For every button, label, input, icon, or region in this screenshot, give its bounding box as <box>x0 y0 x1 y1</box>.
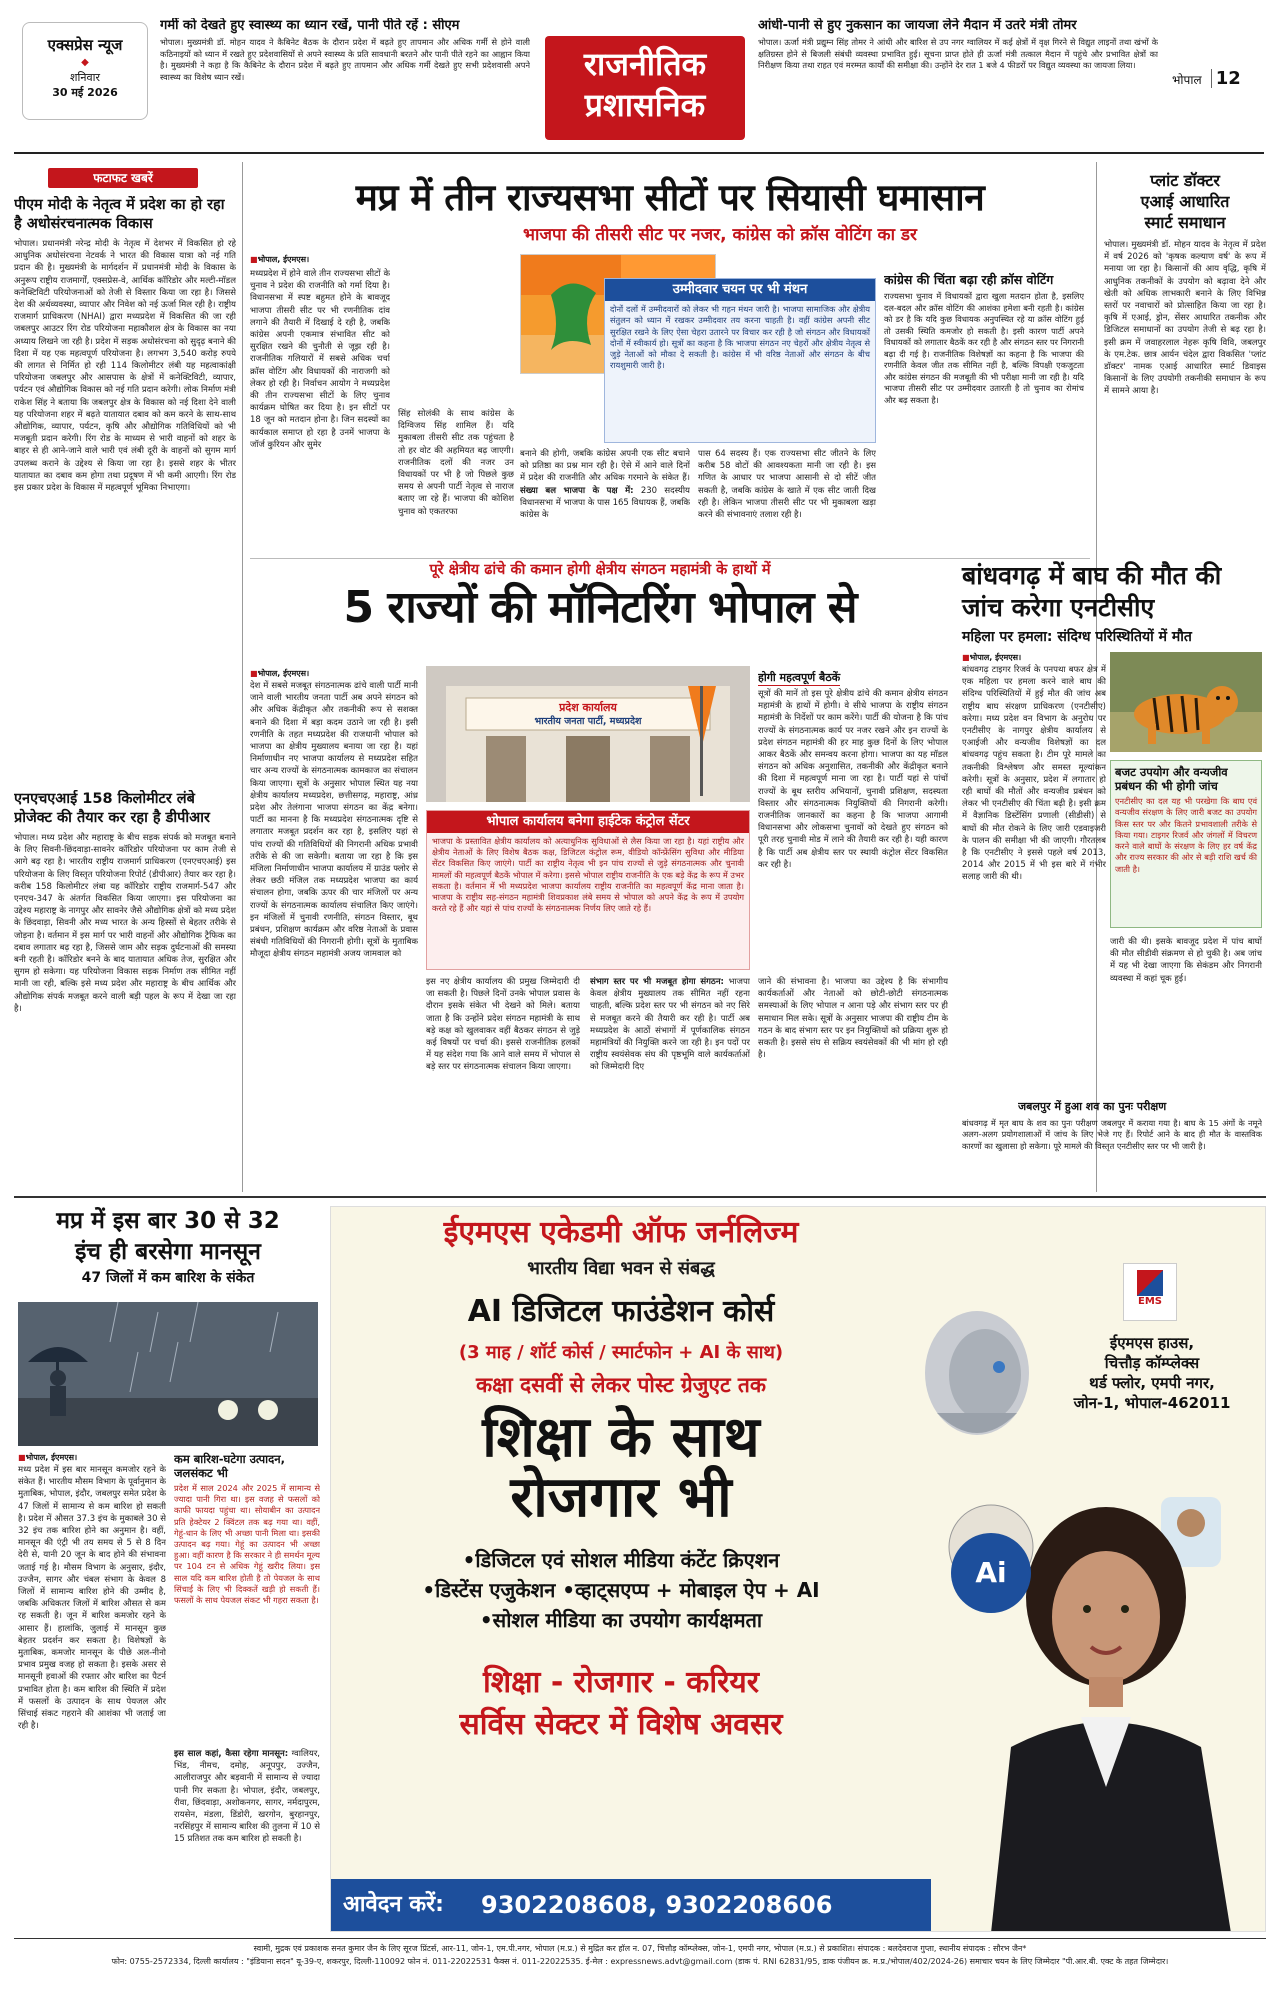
lead-col3-text-b: 230 सदस्यीय विधानसभा में भाजपा के पास 165 विधायक हैं, जबकि कांग्रेस के <box>520 485 690 521</box>
diamond-icon: ◆ <box>81 57 89 68</box>
tiger-sub2-body: बांधवगढ़ में मृत बाघ के शव का पुनः परीक्षण जबलपुर में कराया गया है। बाघ के 15 अंगों के नमूने अलग-अलग प्रयोगशालाओं में जांच के लिए भेजे गए हैं। रिपोर्ट आने के बाद ही मौत के वास्तविक कारणों का खुलासा हो सकेगा। पूरे मामले की विस्तृत एनटीसीए स्तर पर भी जारी है। <box>962 1118 1262 1151</box>
ad-bullets <box>331 1545 911 1635</box>
ad-title: ईएमएस एकेडमी ऑफ जर्नलिज्म <box>443 1215 799 1250</box>
left-story2-body: भोपाल। मध्य प्रदेश और महाराष्ट्र के बीच सड़क संपर्क को मजबूत बनाने के लिए सिवनी-छिंदवाड़ा-सावनेर कॉरिडोर परियोजना पर काम तेजी से आगे बढ़ रहा है। भारतीय राष्ट्रीय राजमार्ग प्राधिकरण (एनएचएआई) इस परियोजना के लिए विस्तृत परियोजना रिपोर्ट (डीपीआर) तैयार कर रहा है। करीब 158 किलोमीटर लंबा यह कॉरिडोर राष्ट्रीय राजमार्ग-547 और एनएच-347 के अंतर्गत विकसित किया जाएगा। इस परियोजना का उद्देश्य महाराष्ट्र के नागपुर और सावनेर जैसे औद्योगिक क्षेत्रों को मध्य प्रदेश के छिंदवाड़ा, सिवनी और मध्य भारत के अन्य हिस्सों से बेहतर तरीके से जोड़ना है। वर्तमान में इस मार्ग पर भारी वाहनों और औद्योगिक ट्रैफिक का दबाव लगातार बढ़ रहा है, जिससे जाम और सड़क दुर्घटनाओं की समस्या बनी रहती है। कॉरिडोर बनने के बाद यातायात अधिक तेज, सुरक्षित और सुगम हो सकेगा। यह परियोजना विकास सड़क निर्माण तक सीमित नहीं मानी जा रही, बल्कि इसे मध्य प्रदेश और महाराष्ट्र के बीच आर्थिक और औद्योगिक संपर्क मजबूत करने वाली बड़ी पहल के रूप में देखा जा रहा है। <box>14 833 236 1014</box>
tiger-photo <box>1110 652 1262 752</box>
lead-story <box>250 162 1090 557</box>
ad-robot-art <box>907 1303 1037 1453</box>
left-story1-headline: पीएम मोदी के नेतृत्व में प्रदेश का हो रहा है अधोसंरचनात्मक विकास <box>14 197 225 232</box>
lead-col3-text: बनाने की होगी, जबकि कांग्रेस अपनी एक सीट बचाने को प्रतिष्ठा का प्रश्न मान रही है। ऐसे में आने वाले दिनों में प्रदेश की राजनीति और अधिक गरमाने के संकेत हैं। <box>520 449 690 484</box>
tiger-illustration <box>1110 652 1262 752</box>
bjp-story <box>250 560 950 1192</box>
monsoon-sidebar <box>174 1452 320 1742</box>
ems-academy-ad <box>330 1206 1266 1932</box>
imprint-line2: फोन: 0755-2572334, दिल्ली कार्यालय : "इंडियाना सदन" यू-39-ए, शकरपुर, दिल्ली-110092 फोन नं. 011-22022531 फैक्स नं. 011-22022535. ई-मेल : expressnews.advt@gmail.com (डाक पं. RNI 62831/95, डाक पंजीयन क्र. म.प्र./भोपाल/402/2024-26) समाचार चयन के लिए जिम्मेदार "पी.आर.बी. एक्ट के तहत जिम्मेदार। <box>111 1957 1169 1966</box>
budget-box-body: एनटीसीए का दल यह भी परखेगा कि बाघ एवं वन्यजीव संरक्षण के लिए जारी बजट का उपयोग किस स्तर पर और कितने प्रभावशाली तरीके से किया गया। टाइगर रिजर्व और जंगलों में विचरण करने वाले बाघों के संरक्षण के लिए हर वर्ष केंद्र और राज्य सरकार की ओर से बड़ी राशि खर्च की जाती है। <box>1115 796 1257 874</box>
lead-col3 <box>520 448 690 556</box>
bjp-dateline: ■ भोपाल, ईएमएस। <box>250 668 420 679</box>
folio-page-number: 12 <box>1215 68 1241 89</box>
monsoon-photo <box>18 1302 318 1446</box>
lead-col1: मध्यप्रदेश में होने वाले तीन राज्यसभा सीटों के चुनाव ने प्रदेश की राजनीति को गर्मा दिया है। विधानसभा में स्पष्ट बहुमत होने के बावजूद भाजपा तीसरी सीट पर भी रणनीतिक दांव लगाने की तैयारी में दिखाई दे रही है, जबकि कांग्रेस अपनी एकमात्र संभावित सीट को सुरक्षित रखने की चुनौती से जूझ रही है। राजनीतिक गलियारों में सबसे अधिक चर्चा क्रॉस वोटिंग और विधायकों की नाराजगी को लेकर हो रही है। निर्वाचन आयोग ने मध्यप्रदेश की तीन राज्यसभा सीटों के लिए चुनाव कार्यक्रम घोषित कर दिया है। इन सीटों पर 18 जून को मतदान होना है। जिन सदस्यों का कार्यकाल समाप्त हो रहा है उनमें भाजपा के जॉर्ज कुरियन और सुमेर <box>250 269 390 450</box>
paper-logo-box <box>22 22 148 120</box>
ad-address <box>1047 1333 1257 1413</box>
tiger-body-continued: जारी की थी। इसके बावजूद प्रदेश में पांच बाघों की मौत सीडीवी संक्रमण से हो चुकी है। अब जांच में यह भी देखा जाएगा कि सेकंडम और निगरानी व्यवस्था में कहां चूक हुई। <box>1110 937 1262 984</box>
budget-box-headline: बजट उपयोग और वन्यजीव प्रबंधन की भी होगी जांच <box>1115 765 1228 793</box>
section-title-line1: राजनीतिक <box>583 45 707 83</box>
budget-box <box>1110 760 1262 928</box>
bjp-col4b: जाने की संभावना है। भाजपा का उद्देश्य है कि संभागीय कार्यकर्ताओं और नेताओं को छोटी-छोटी संगठनात्मक समस्याओं के लिए भोपाल न आना पड़े और संभाग स्तर पर ही समाधान मिल सके। सूत्रों के अनुसार भाजपा की राष्ट्रीय टीम के गठन के बाद संभाग स्तर पर इन नियुक्तियों को प्रक्रिया शुरू हो सकती है। इससे संघ से सक्रिय स्वयंसेवकों की भी मांग हो रही है। <box>758 977 948 1061</box>
monsoon-body: मध्य प्रदेश में इस बार मानसून कमजोर रहने के संकेत हैं। भारतीय मौसम विभाग के पूर्वानुमान के मुताबिक, भोपाल, इंदौर, जबलपुर समेत प्रदेश के 47 जिलों में सामान्य से कम बारिश हो सकती है। प्रदेश में औसत 37.3 इंच के मुकाबले 30 से 32 इंच तक बारिश होने का अनुमान है। वहीं, मानसून की एंट्री भी तय समय से 5 से 8 दिन देरी से, यानी 20 जून के बाद होने की संभावना जताई गई है। मौसम विभाग के अनुसार, इंदौर, उज्जैन, सागर और चंबल संभाग के केवल 8 जिलों में सामान्य बारिश होने की उम्मीद है, जबकि अधिकतर जिलों में बारिश औसत से कम रह सकती है। जून में बारिश कमजोर रहने के आसार हैं। हालांकि, जुलाई में मानसून कुछ बेहतर प्रदर्शन कर सकता है। विशेषज्ञों के मुताबिक, कमजोर मानसून के पीछे अल-नीनो प्रभाव प्रमुख वजह हो सकता है। इसके असर से मानसूनी हवाओं की रफ्तार और बारिश का पैटर्न प्रभावित होता है। कम बारिश की स्थिति में प्रदेश में फसलों के उत्पादन के साथ पेयजल और सिंचाई संकट गहराने की आशंका भी जताई जा रही है। <box>18 1465 166 1732</box>
page-folio <box>1172 68 1262 92</box>
top-story-left-body: भोपाल। मुख्यमंत्री डॉ. मोहन यादव ने कैबिनेट बैठक के दौरान प्रदेश में बढ़ते हुए तापमान और अधिक गर्मी से होने वाली कठिनाइयों को ध्यान में रखते हुए प्रदेशवासियों से अपने स्वास्थ्य के प्रति सावधानी बरतने और पानी पीते रहने का आह्वान किया है। मुख्यमंत्री ने कहा है कि कैबिनेट के दौरान प्रदेश में बढ़ते हुए तापमान और अधिक गर्मी देखते हुए सभी प्रदेशवासी अपने स्वास्थ्य का विशेष ध्यान रखें। <box>160 37 530 82</box>
folio-city: भोपाल <box>1172 73 1202 87</box>
lead-col2: सिंह सोलंकी के साथ कांग्रेस के दिग्विजय सिंह शामिल हैं। यदि मुकाबला तीसरी सीट तक पहुंचता है तो हर वोट की अहमियत बढ़ जाएगी। राजनीतिक दलों की नजर उन विधायकों पर भी है जो पिछले कुछ समय से अपनी पार्टी नेतृत्व से नाराज बताए जा रहे हैं। भाजपा की कोशिश चुनाव को एकतरफा <box>398 409 514 517</box>
ad-tagline-l1: शिक्षा - रोजगार - करियर <box>482 1665 760 1700</box>
candidate-body: दोनों दलों में उम्मीदवारों को लेकर भी गहन मंथन जारी है। भाजपा सामाजिक और क्षेत्रीय संतुलन को ध्यान में रखकर उम्मीदवार तय करना चाहती है। वहीं कांग्रेस अपनी सीट सुरक्षित रखने के लिए ऐसा चेहरा उतारने पर विचार कर रही है जो संगठन और विधायकों दोनों में स्वीकार्य हो। सूत्रों का कहना है कि भाजपा संगठन नए चेहरों और क्षेत्रीय नेतृत्व से जुड़े नेताओं को मौका दे सकती है। कांग्रेस में भी वरिष्ठ नेताओं और संगठन के बीच रायशुमारी जारी है। <box>610 304 870 371</box>
ad-logo-box <box>1123 1263 1177 1321</box>
ad-address-l3: थर्ड फ्लोर, एमपी नगर, <box>1089 1374 1215 1392</box>
monsoon-forecast-body: ग्वालियर, भिंड, नीमच, दमोह, अनूपपुर, उज्जैन, आलीराजपुर और बड़वानी में सामान्य से ज्यादा पानी गिर सकता है। भोपाल, इंदौर, जबलपुर, रीवा, छिंदवाड़ा, अशोकनगर, सागर, नर्मदापुरम, रायसेन, मंडला, डिंडोरी, खरगोन, बुरहानपुर, नरसिंहपुर में सामान्य बारिश की तुलना में 10 से 15 प्रतिशत तक कम बारिश हो सकती है। <box>174 1749 320 1845</box>
ad-phone-numbers: 9302208608, 9302208606 <box>481 1891 833 1919</box>
left-story2 <box>14 790 236 1190</box>
left-story1 <box>14 196 236 776</box>
section-banner <box>545 36 745 140</box>
monsoon-forecast-subhead: इस साल कहां, कैसा रहेगा मानसून: <box>174 1749 289 1759</box>
lead-headline: मप्र में तीन राज्यसभा सीटों पर सियासी घमासान <box>355 176 985 219</box>
ad-bullet-1: •डिजिटल एवं सोशल मीडिया कंटेंट क्रिएशन <box>462 1548 780 1572</box>
plant-doctor-headline-l3: स्मार्ट समाधान <box>1144 213 1226 232</box>
mid-page-divider <box>14 1196 1266 1198</box>
lead-subhead: भाजपा की तीसरी सीट पर नजर, कांग्रेस को क्रॉस वोटिंग का डर <box>523 225 917 245</box>
ad-apply-bar <box>331 1879 931 1931</box>
lead-sidebar-headline: कांग्रेस की चिंता बढ़ा रही क्रॉस वोटिंग <box>884 272 1054 287</box>
imprint-line1: स्वामी, मुद्रक एवं प्रकाशक सनत कुमार जैन के लिए सूरज प्रिंटर्स, आर-11, जोन-1, एम.पी.नगर, भोपाल (म.प्र.) से मुद्रित कर हॉल न. 07, चित्तौड़ कॉम्प्लेक्स, जोन-1, एमपी नगर, भोपाल (म.प्र.) से प्रकाशित। संपादक : बलदेवराज गुप्ता, स्थानीय संपादक : सौरभ जैन* <box>253 1944 1027 1953</box>
bjp-col1: देश में सबसे मजबूत संगठनात्मक ढांचे वाली पार्टी मानी जाने वाली भारतीय जनता पार्टी अब अपने संगठन को और अधिक केंद्रीकृत और तकनीकी रूप से सशक्त बनाने की दिशा में बड़ा कदम उठाने जा रही है। इसी रणनीति के तहत मध्यप्रदेश की राजधानी भोपाल को भाजपा का क्षेत्रीय मुख्यालय बनाया जा रहा है। यहां निर्माणाधीन नए भाजपा कार्यालय से मध्यप्रदेश सहित चार अन्य राज्यों के संगठनात्मक कामकाज का संचालन किया जाएगा। सूत्रों के अनुसार भोपाल स्थित यह नया क्षेत्रीय कार्यालय मध्यप्रदेश, छत्तीसगढ़, महाराष्ट्र, आंध्र प्रदेश और तेलंगाना भाजपा संगठन का केंद्र बनेगा। पार्टी का मानना है कि मध्यप्रदेश संगठनात्मक दृष्टि से लगातार मजबूत प्रदर्शन कर रहा है, इसलिए यहां से पांच राज्यों की गतिविधियों की निगरानी अधिक प्रभावी तरीके से की जा सकेगी। बताया जा रहा है कि इस मंजिला निर्माणाधीन भाजपा कार्यालय में ग्राउंड फ्लोर से लेकर छठी मंजिल तक मध्यप्रदेश भाजपा का कार्य संचालन होगा, जबकि ऊपर की चार मंजिलों पर अन्य राज्यों के संगठनात्मक कार्यालय संचालित किए जाएंगे। इन मंजिलों में चुनावी रणनीति, संगठन विस्तार, बूथ प्रबंधन, प्रशिक्षण कार्यक्रम और वरिष्ठ नेताओं के प्रवास संबंधी गतिविधियों की निगरानी होगी। सूत्रों के मुताबिक मौजूदा क्षेत्रीय संगठन महामंत्री अजय जामवाल को <box>250 681 418 960</box>
control-center-band: भोपाल कार्यालय बनेगा हाईटेक कंट्रोल सेंटर <box>427 811 749 833</box>
masthead <box>0 0 1279 160</box>
monsoon-forecast <box>174 1748 320 1932</box>
bjp-office-illustration <box>426 666 750 802</box>
rain-street-illustration <box>18 1302 318 1446</box>
top-story-left-headline: गर्मी को देखते हुए स्वास्थ्य का ध्यान रखें, पानी पीते रहें : सीएम <box>160 18 460 33</box>
plant-doctor-headline-l2: एआई आधारित <box>1140 192 1230 211</box>
bjp-col3 <box>590 976 750 1190</box>
ad-address-l1: ईएमएस हाउस, <box>1109 1334 1195 1352</box>
ad-eligibility: कक्षा दसवीं से लेकर पोस्ट ग्रेजुएट तक <box>476 1373 766 1397</box>
control-center-box <box>426 810 750 970</box>
office-banner-line2: भारतीय जनता पार्टी, मध्यप्रदेश <box>534 716 642 727</box>
top-story-left <box>160 18 530 128</box>
monsoon-sidebar-body: प्रदेश में साल 2024 और 2025 में सामान्य से ज्यादा पानी गिरा था। इस वजह से फसलों को काफी फायदा पहुंचा था। सोयाबीन का उत्पादन प्रति हेक्टेयर 2 क्विंटल तक बढ़ गया था। वहीं, गेहूं-धान के लिए भी अच्छा पानी मिला था। इसकी उत्पादन बढ़ गया। गेहूं का उत्पादन भी अच्छा हुआ। वहीं कारण है कि सरकार ने ही समर्थन मूल्य पर 104 टन से अधिक गेहूं खरीद लिया। इस साल यदि कम बारिश होती है तो पेयजल के साथ सिंचाई के लिए भी दिक्कतें खड़ी हो सकती हैं। फसलों के साथ पेयजल संकट भी गहरा सकता है। <box>174 1483 320 1606</box>
ad-slogan-l2: रोजगार भी <box>510 1465 732 1530</box>
ad-ai-badge: Ai <box>951 1533 1031 1613</box>
monsoon-dateline: ■ भोपाल, ईएमएस। <box>18 1452 168 1463</box>
ad-course-sub: (3 माह / शॉर्ट कोर्स / स्मार्टफोन + AI के साथ) <box>458 1342 784 1363</box>
ems-logo-text: EMS <box>1138 1296 1162 1307</box>
imprint <box>14 1942 1266 2002</box>
top-story-right <box>758 18 1158 128</box>
ad-apply-label: आवेदन करें: <box>343 1892 444 1917</box>
bjp-col3-text: भाजपा केवल क्षेत्रीय मुख्यालय तक सीमित नहीं रहना चाहती, बल्कि प्रदेश स्तर पर भी संगठन को नए सिरे से मजबूत करने की तैयारी कर रही है। पार्टी अब मध्यप्रदेश के आठों संभागों में पूर्णकालिक संगठन महामंत्रियों की नियुक्ति करने जा रही है। इन पदों पर राष्ट्रीय स्वयंसेवक संघ की पृष्ठभूमि वाले कार्यकर्ताओं को जिम्मेदारी दिए <box>590 977 750 1073</box>
left-column <box>14 162 236 1192</box>
lead-dateline <box>250 254 510 267</box>
ad-course: AI डिजिटल फाउंडेशन कोर्स <box>467 1294 775 1329</box>
top-story-right-body: भोपाल। ऊर्जा मंत्री प्रद्युम्न सिंह तोमर ने आंधी और बारिश से उप नगर ग्वालियर में कई क्षेत्रों में वृक्ष गिरने से विद्युत लाइनों तथा खंभों के क्षतिग्रस्त होने से बिजली संबंधी व्यवस्था प्रभावित हुई। सूचना प्राप्त होते ही ऊर्जा मंत्री तत्काल मैदान में पहुंचे और प्रभावित क्षेत्रों का निरीक्षण किया तथा राहत एवं मरम्मत कार्यों की समीक्षा की। उन्होंने देर रात 1 बजे 4 फीडरों पर विद्युत व्यवस्था का जायजा लिया। <box>758 37 1158 70</box>
monsoon-headline-l2: इंच ही बरसेगा मानसून <box>75 1239 261 1265</box>
ad-address-l4: जोन-1, भोपाल-462011 <box>1073 1394 1231 1412</box>
candidate-box <box>604 278 876 443</box>
left-column-divider <box>242 162 243 1192</box>
bjp-col4-body: सूत्रों की मानें तो इस पूरे क्षेत्रीय ढांचे की कमान क्षेत्रीय संगठन महामंत्री के हाथों में होगी। वे सीधे भाजपा के राष्ट्रीय संगठन महामंत्री के निर्देशों पर काम करेंगे। पार्टी की योजना है कि पांच राज्यों के संगठनात्मक कार्य पर नजर रखने और इन राज्यों के प्रदेश संगठन महामंत्री की हर माह कुछ दिनों के लिए भोपाल आकर बैठकें और समन्वय करना होगा। भाजपा का यह मॉडल संगठन को अधिक अनुशासित, तकनीकी और केंद्रीकृत बनाने की दिशा में महत्वपूर्ण माना जा रहा है। पार्टी यहां से पांचों राज्यों के बूथ स्तरीय अभियानों, चुनावी प्रशिक्षण, सदस्यता विस्तार और संगठनात्मक नियुक्तियों की निगरानी करेगी। राजनीतिक जानकारों का कहना है कि भाजपा आगामी विधानसभा और लोकसभा चुनावों को देखते हुए संगठन को पूरी तरह चुनावी मोड में लाने की तैयारी कर रही है। यही कारण है कि पार्टी अब क्षेत्रीय स्तर पर स्थायी कंट्रोल सेंटर विकसित कर रही है। <box>758 689 948 870</box>
monsoon-story <box>14 1202 322 1934</box>
ad-bullet-3: •सोशल मीडिया का उपयोग कार्यक्षमता <box>479 1608 763 1632</box>
top-story-right-headline: आंधी-पानी से हुए नुकसान का जायजा लेने मैदान में उतरे मंत्री तोमर <box>758 18 1077 33</box>
tiger-body: बांधवगढ़ टाइगर रिजर्व के पनपथा बफर क्षेत्र में एक महिला पर हमला करने वाले बाघ की संदिग्ध परिस्थितियों में हुई मौत की जांच अब राष्ट्रीय बाघ संरक्षण प्राधिकरण (एनटीसीए) करेगा। मध्य प्रदेश वन विभाग के अनुरोध पर एनटीसीए के नागपुर क्षेत्रीय कार्यालय से एआईजी और वन्यजीव विशेषज्ञों का दल बांधवगढ़ पहुंच सकता है। टीम पूरे मामले का तकनीकी विश्लेषण और समस्त मूल्यांकन करेगी। सूत्रों के अनुसार, प्रदेश में लगातार हो रही बाघों की मौतों और वन्यजीव प्रबंधन को लेकर भी एनटीसीए की चिंता बढ़ी है। इसी क्रम में वैज्ञानिक डिस्टेंसिंग प्रणाली (सीडीसी) से बाघों की मौत रोकने के लिए जारी एडवाइजरी के पालन की समीक्षा भी की जाएगी। गौरतलब है कि एनटीसीए ने इससे पहले वर्ष 2013, 2014 और 2015 में भी इस बारे में गंभीर सलाह जारी की थी। <box>962 665 1106 883</box>
bjp-col4 <box>758 666 948 974</box>
plant-doctor-story <box>1104 170 1266 530</box>
bjp-kicker: पूरे क्षेत्रीय ढांचे की कमान होगी क्षेत्रीय संगठन महामंत्री के हाथों में <box>429 562 771 578</box>
tiger-dateline: ■ भोपाल, ईएमएस। <box>962 652 1112 663</box>
tiger-subhead: महिला पर हमला: संदिग्ध परिस्थितियों में मौत <box>962 629 1192 645</box>
tiger-story <box>958 560 1266 1192</box>
monsoon-headline-l1: मप्र में इस बार 30 से 32 <box>56 1208 280 1234</box>
candidate-band: उम्मीदवार चयन पर भी मंथन <box>605 279 875 301</box>
lead-sidebar-body: राज्यसभा चुनाव में विधायकों द्वारा खुला मतदान होता है, इसलिए दल-बदल और क्रॉस वोटिंग की आशंका हमेशा बनी रहती है। कांग्रेस को डर है कि यदि कुछ विधायक अनुपस्थित रहे या क्रॉस वोटिंग हुई तो उसकी स्थिति कमजोर हो सकती है। इसी कारण पार्टी अपने विधायकों को लगातार बैठकें कर रही है और संगठन स्तर पर निगरानी बढ़ा दी गई है। राजनीतिक विशेषज्ञों का कहना है कि भाजपा की रणनीति केवल जीत तक सीमित नहीं है, बल्कि विपक्षी एकजुटता और कांग्रेस संगठन की मजबूती की भी परीक्षा मानी जा रही है। यदि भाजपा तीसरी सीट पर उम्मीदवार उतारती है तो चुनाव का रोमांच और बढ़ सकता है। <box>884 291 1084 405</box>
left-story2-headline: एनएचएआई 158 किलोमीटर लंबे प्रोजेक्ट की तैयार कर रहा है डीपीआर <box>14 791 210 826</box>
ad-affiliation: भारतीय विद्या भवन से संबद्ध <box>527 1258 715 1279</box>
ad-slogan-l1: शिक्षा के साथ <box>482 1405 760 1470</box>
tiger-headline-text: बांधवगढ़ में बाघ की मौत की जांच करेगा एनटीसीए <box>962 561 1222 622</box>
imprint-divider <box>14 1938 1266 1939</box>
tiger-headline <box>962 560 1262 624</box>
office-banner-line1: प्रदेश कार्यालय <box>559 701 617 714</box>
lead-bottom-divider <box>250 558 1090 559</box>
ems-logo-icon <box>1137 1270 1163 1296</box>
bjp-headline: 5 राज्यों की मॉनिटरिंग भोपाल से <box>343 582 857 633</box>
bjp-col3-subhead: संभाग स्तर पर भी मजबूत होगा संगठन: <box>590 977 724 987</box>
bjp-col4-headline: होगी महत्वपूर्ण बैठकें <box>758 671 841 684</box>
lead-dateline-text: ■ भोपाल, ईएमएस। <box>250 254 510 265</box>
section-title-line2: प्रशासनिक <box>584 86 706 124</box>
plant-doctor-headline-l1: प्लांट डॉक्टर <box>1150 171 1220 190</box>
lead-sidebar <box>884 272 1084 556</box>
left-story1-body: भोपाल। प्रधानमंत्री नरेन्द्र मोदी के नेतृत्व में देशभर में विकसित हो रहे आधुनिक अधोसंरचना नेटवर्क ने भारत की विकास यात्रा को नई गति प्रदान की है। मुख्यमंत्री के मार्गदर्शन में प्रधानमंत्री मोदी के विकास के अनुरूप राष्ट्रीय राजमार्गों, एक्सप्रेस-वे, आर्थिक कॉरिडोर और मल्टी-मॉडल कनेक्टिविटी परियोजनाओं को तेजी से विस्तार किया जा रहा है। जिससे देश की अर्थव्यवस्था, व्यापार और निवेश को नई ऊर्जा मिल रही है। राष्ट्रीय राजमार्ग प्राधिकरण (NHAI) द्वारा मध्यप्रदेश में विकसित की जा रही जबलपुर आउटर रिंग रोड परियोजना महाकौशल क्षेत्र के विकास का नया अध्याय लिखने जा रही है। प्रदेश में सड़क अधोसंरचना को सुदृढ़ बनाने की दिशा में यह एक महत्वपूर्ण परियोजना है। लगभग 3,540 करोड़ रुपये की लागत से निर्मित हो रही 114 किलोमीटर लंबी यह महत्वाकांक्षी परियोजना जबलपुर और आसपास के क्षेत्रों में कनेक्टिविटी, व्यापार, पर्यटन एवं औद्योगिक विकास को नई गति प्रदान करेगी। लोक निर्माण मंत्री राकेश सिंह ने बताया कि जबलपुर क्षेत्र के विकास को नई दिशा देने वाली यह परियोजना शहर में बढ़ते यातायात दबाव को कम करने के साथ-साथ औद्योगिक, व्यापार, पर्यटन, कृषि और औद्योगिक गतिविधियों को भी मजबूती प्रदान करेगी। रिंग रोड के माध्यम से भारी वाहनों को शहर के बाहर से ही आने-जाने वाले भारी एवं लंबी दूरी के वाहनों को सुगम मार्ग उपलब्ध कराने के उद्देश्य से किया जा रहा है। इससे शहर के भीतर यातायात का दबाव कम होगा तथा प्रदूषण में भी कमी आएगी। रिंग रोड इस प्रकार प्रदेश के विकास में महत्वपूर्ण भूमिका निभाएगा। <box>14 239 236 494</box>
bjp-office-photo <box>426 666 750 802</box>
control-center-body: भाजपा के प्रस्तावित क्षेत्रीय कार्यालय को अत्याधुनिक सुविधाओं से लैस किया जा रहा है। यहां राष्ट्रीय और क्षेत्रीय नेताओं के लिए विशेष बैठक कक्ष, डिजिटल कंट्रोल रूम, वीडियो कॉन्फ्रेंसिंग सुविधा और मीडिया सेंटर विकसित किए जाएंगे। पार्टी का राष्ट्रीय नेतृत्व भी इन पांच राज्यों से जुड़े संगठनात्मक और चुनावी मामलों की महत्वपूर्ण बैठकें भोपाल में करेगा। इससे भोपाल राष्ट्रीय राजनीति के एक बड़े केंद्र के रूप में उभर सकता है। वर्तमान में भी मध्यप्रदेश भाजपा कार्यालय राष्ट्रीय राजनीति का महत्वपूर्ण केंद्र माना जाता है। भाजपा के राष्ट्रीय सह-संगठन महामंत्री शिवप्रकाश लंबे समय से भोपाल को अपने केंद्र के रूप में उपयोग करते रहे हैं और यहां से पांच राज्यों के संगठनात्मक निर्णय लिए जाते रहे हैं। <box>432 836 744 914</box>
ad-bullet-2: •डिस्टेंस एजुकेशन •व्हाट्सएप्प + मोबाइल ऐप + AI <box>422 1578 820 1602</box>
lead-col3-subhead: संख्या बल भाजपा के पक्ष में: <box>520 485 634 496</box>
monsoon-sidebar-headline: कम बारिश-घटेगा उत्पादन, जलसंकट भी <box>174 1452 286 1480</box>
lead-col4: पास 64 सदस्य हैं। एक राज्यसभा सीट जीतने के लिए करीब 58 वोटों की आवश्यकता मानी जा रही है। इस गणित के आधार पर भाजपा आसानी से दो सीटें जीत सकती है, जबकि कांग्रेस के खाते में एक सीट जाती दिख रही है। लेकिन भाजपा तीसरी सीट पर भी मुकाबला खड़ा करने की संभावनाएं तलाश रही है। <box>698 449 876 521</box>
plant-doctor-body: भोपाल। मुख्यमंत्री डॉ. मोहन यादव के नेतृत्व में प्रदेश में वर्ष 2026 को 'कृषक कल्याण वर्ष' के रूप में मनाया जा रहा है। किसानों की आय वृद्धि, कृषि में आधुनिक तकनीकों के उपयोग को बढ़ावा देने और खेती को अधिक लाभकारी बनाने के लिए विभिन्न स्तरों पर नवाचारों को प्रोत्साहित किया जा रहा है। कृषि में एआई, ड्रोन, सेंसर आधारित तकनीक और डिजिटल समाधानों का उपयोग तेजी से बढ़ रहा है। इसी क्रम में जवाहरलाल नेहरू कृषि विवि, जबलपुर के एम.टेक. छात्र आर्यन चंदेल द्वारा विकसित 'प्लांट डॉक्टर' नामक एआई आधारित स्मार्ट डिवाइस किसानों के लिए उपयोगी तकनीकी समाधान के रूप में सामने आया है। <box>1104 240 1266 397</box>
tiger-sub2: जबलपुर में हुआ शव का पुनः परीक्षण <box>1018 1100 1167 1113</box>
quick-news-band: फटाफट खबरें <box>48 168 198 188</box>
robot-head-illustration <box>907 1303 1037 1453</box>
issue-date: 30 मई 2026 <box>52 86 118 99</box>
ad-address-l2: चित्तौड़ कॉम्प्लेक्स <box>1104 1354 1200 1372</box>
masthead-divider <box>14 152 1264 154</box>
ad-tagline-l2: सर्विस सेक्टर में विशेष अवसर <box>459 1707 783 1742</box>
paper-name: एक्सप्रेस न्यूज <box>47 36 123 54</box>
bjp-col2: इस नए क्षेत्रीय कार्यालय की प्रमुख जिम्मेदारी दी जा सकती है। पिछले दिनों उनके भोपाल प्रवास के दौरान इसके संकेत भी देखने को मिले। बताया जाता है कि उन्होंने प्रदेश संगठन महामंत्री के साथ बड़े कक्ष को खुलवाकर वहीं बैठकर संगठन से जुड़े कई विषयों पर चर्चा की। इससे राजनीतिक हलकों में यह संदेश गया कि आने वाले समय में भोपाल से बड़े स्तर पर संगठनात्मक संचालन किया जाएगा। <box>426 977 580 1073</box>
issue-day: शनिवार <box>70 71 100 84</box>
monsoon-subhead: 47 जिलों में कम बारिश के संकेत <box>81 1270 255 1286</box>
